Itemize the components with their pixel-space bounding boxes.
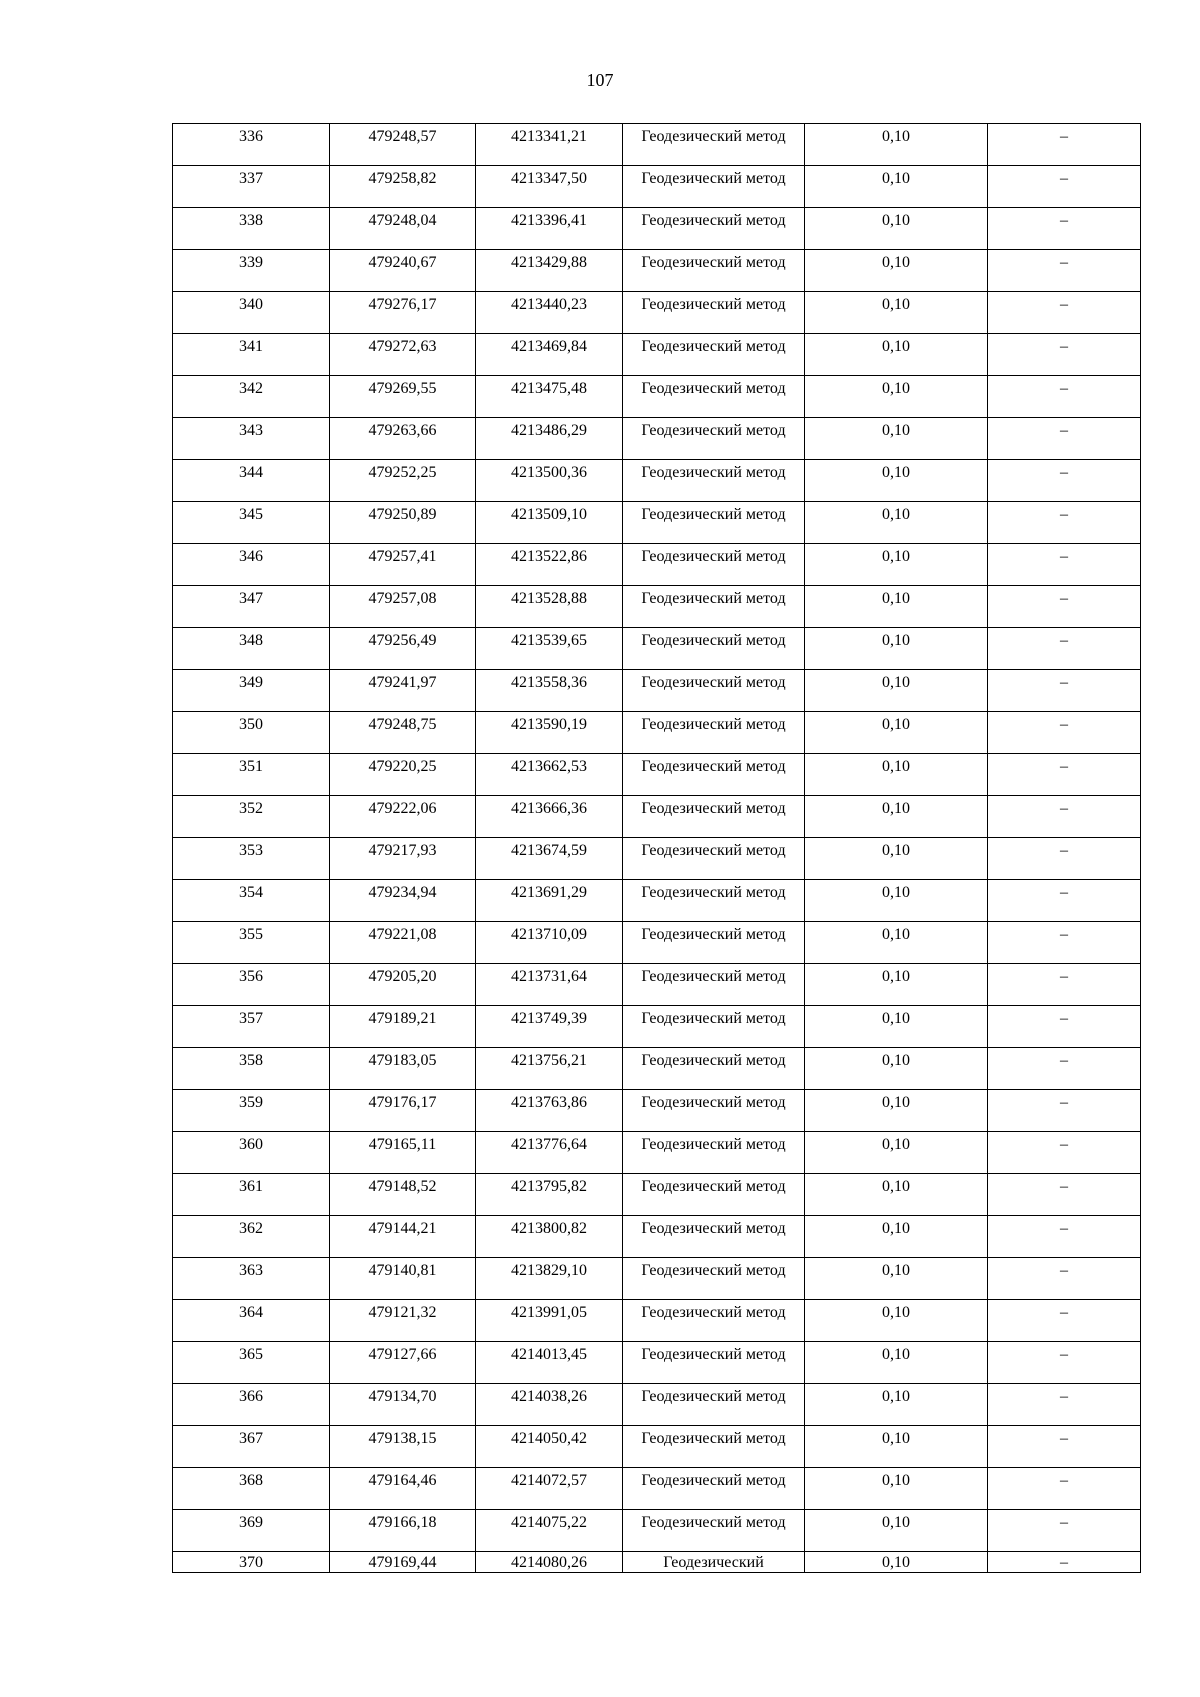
x-coordinate-cell: 479205,20 <box>330 964 476 1006</box>
y-coordinate-cell: 4214075,22 <box>476 1510 623 1552</box>
accuracy-cell: 0,10 <box>805 1384 988 1426</box>
point-number-cell: 369 <box>173 1510 330 1552</box>
note-cell: – <box>988 1258 1141 1300</box>
y-coordinate-cell: 4213590,19 <box>476 712 623 754</box>
accuracy-cell: 0,10 <box>805 166 988 208</box>
table-row <box>173 922 1141 964</box>
method-cell: Геодезический метод <box>623 250 805 292</box>
table-row <box>173 1090 1141 1132</box>
accuracy-cell: 0,10 <box>805 1342 988 1384</box>
method-cell: Геодезический метод <box>623 754 805 796</box>
y-coordinate-cell: 4213991,05 <box>476 1300 623 1342</box>
method-cell: Геодезический метод <box>623 1048 805 1090</box>
method-cell: Геодезический метод <box>623 964 805 1006</box>
point-number-cell: 346 <box>173 544 330 586</box>
note-cell: – <box>988 964 1141 1006</box>
y-coordinate-cell: 4213429,88 <box>476 250 623 292</box>
x-coordinate-cell: 479144,21 <box>330 1216 476 1258</box>
table-row <box>173 838 1141 880</box>
accuracy-cell: 0,10 <box>805 250 988 292</box>
y-coordinate-cell: 4213528,88 <box>476 586 623 628</box>
method-cell: Геодезический метод <box>623 124 805 166</box>
y-coordinate-cell: 4213776,64 <box>476 1132 623 1174</box>
y-coordinate-cell: 4213756,21 <box>476 1048 623 1090</box>
point-number-cell: 358 <box>173 1048 330 1090</box>
method-cell: Геодезический метод <box>623 712 805 754</box>
point-number-cell: 354 <box>173 880 330 922</box>
accuracy-cell: 0,10 <box>805 1468 988 1510</box>
x-coordinate-cell: 479222,06 <box>330 796 476 838</box>
note-cell: – <box>988 1342 1141 1384</box>
y-coordinate-cell: 4213440,23 <box>476 292 623 334</box>
note-cell: – <box>988 334 1141 376</box>
note-cell: – <box>988 376 1141 418</box>
accuracy-cell: 0,10 <box>805 418 988 460</box>
note-cell: – <box>988 838 1141 880</box>
method-cell: Геодезический метод <box>623 1258 805 1300</box>
y-coordinate-cell: 4213800,82 <box>476 1216 623 1258</box>
accuracy-cell: 0,10 <box>805 1174 988 1216</box>
accuracy-cell: 0,10 <box>805 544 988 586</box>
x-coordinate-cell: 479220,25 <box>330 754 476 796</box>
table-row <box>173 544 1141 586</box>
page-number: 107 <box>586 70 614 90</box>
point-number-cell: 356 <box>173 964 330 1006</box>
y-coordinate-cell: 4213475,48 <box>476 376 623 418</box>
point-number-cell: 352 <box>173 796 330 838</box>
note-cell: – <box>988 502 1141 544</box>
point-number-cell: 361 <box>173 1174 330 1216</box>
x-coordinate-cell: 479240,67 <box>330 250 476 292</box>
point-number-cell: 362 <box>173 1216 330 1258</box>
method-cell: Геодезический <box>623 1552 805 1573</box>
method-cell: Геодезический метод <box>623 1342 805 1384</box>
note-cell: – <box>988 796 1141 838</box>
point-number-cell: 370 <box>173 1552 330 1573</box>
point-number-cell: 367 <box>173 1426 330 1468</box>
method-cell: Геодезический метод <box>623 166 805 208</box>
table-row <box>173 1552 1141 1573</box>
x-coordinate-cell: 479258,82 <box>330 166 476 208</box>
method-cell: Геодезический метод <box>623 670 805 712</box>
point-number-cell: 364 <box>173 1300 330 1342</box>
coordinates-table-body <box>173 124 1141 1573</box>
accuracy-cell: 0,10 <box>805 628 988 670</box>
note-cell: – <box>988 628 1141 670</box>
point-number-cell: 368 <box>173 1468 330 1510</box>
y-coordinate-cell: 4213795,82 <box>476 1174 623 1216</box>
note-cell: – <box>988 1384 1141 1426</box>
y-coordinate-cell: 4213710,09 <box>476 922 623 964</box>
table-row <box>173 1048 1141 1090</box>
accuracy-cell: 0,10 <box>805 670 988 712</box>
x-coordinate-cell: 479183,05 <box>330 1048 476 1090</box>
point-number-cell: 341 <box>173 334 330 376</box>
accuracy-cell: 0,10 <box>805 964 988 1006</box>
note-cell: – <box>988 1132 1141 1174</box>
method-cell: Геодезический метод <box>623 1426 805 1468</box>
point-number-cell: 350 <box>173 712 330 754</box>
table-row <box>173 1006 1141 1048</box>
accuracy-cell: 0,10 <box>805 208 988 250</box>
accuracy-cell: 0,10 <box>805 712 988 754</box>
table-row <box>173 964 1141 1006</box>
method-cell: Геодезический метод <box>623 1384 805 1426</box>
y-coordinate-cell: 4213674,59 <box>476 838 623 880</box>
method-cell: Геодезический метод <box>623 628 805 670</box>
note-cell: – <box>988 418 1141 460</box>
accuracy-cell: 0,10 <box>805 1048 988 1090</box>
accuracy-cell: 0,10 <box>805 796 988 838</box>
method-cell: Геодезический метод <box>623 1006 805 1048</box>
table-row <box>173 1216 1141 1258</box>
y-coordinate-cell: 4213469,84 <box>476 334 623 376</box>
x-coordinate-cell: 479121,32 <box>330 1300 476 1342</box>
table-row <box>173 1300 1141 1342</box>
note-cell: – <box>988 1216 1141 1258</box>
accuracy-cell: 0,10 <box>805 1132 988 1174</box>
note-cell: – <box>988 670 1141 712</box>
note-cell: – <box>988 754 1141 796</box>
table-row <box>173 208 1141 250</box>
x-coordinate-cell: 479134,70 <box>330 1384 476 1426</box>
note-cell: – <box>988 712 1141 754</box>
table-row <box>173 1426 1141 1468</box>
point-number-cell: 340 <box>173 292 330 334</box>
x-coordinate-cell: 479276,17 <box>330 292 476 334</box>
table-row <box>173 1384 1141 1426</box>
point-number-cell: 355 <box>173 922 330 964</box>
x-coordinate-cell: 479248,75 <box>330 712 476 754</box>
accuracy-cell: 0,10 <box>805 502 988 544</box>
method-cell: Геодезический метод <box>623 880 805 922</box>
table-row <box>173 670 1141 712</box>
method-cell: Геодезический метод <box>623 1132 805 1174</box>
y-coordinate-cell: 4214038,26 <box>476 1384 623 1426</box>
x-coordinate-cell: 479257,08 <box>330 586 476 628</box>
y-coordinate-cell: 4214050,42 <box>476 1426 623 1468</box>
y-coordinate-cell: 4213731,64 <box>476 964 623 1006</box>
x-coordinate-cell: 479140,81 <box>330 1258 476 1300</box>
note-cell: – <box>988 1006 1141 1048</box>
x-coordinate-cell: 479127,66 <box>330 1342 476 1384</box>
y-coordinate-cell: 4213347,50 <box>476 166 623 208</box>
accuracy-cell: 0,10 <box>805 376 988 418</box>
point-number-cell: 348 <box>173 628 330 670</box>
x-coordinate-cell: 479263,66 <box>330 418 476 460</box>
method-cell: Геодезический метод <box>623 208 805 250</box>
note-cell: – <box>988 292 1141 334</box>
method-cell: Геодезический метод <box>623 334 805 376</box>
y-coordinate-cell: 4213522,86 <box>476 544 623 586</box>
x-coordinate-cell: 479164,46 <box>330 1468 476 1510</box>
y-coordinate-cell: 4213829,10 <box>476 1258 623 1300</box>
table-row <box>173 292 1141 334</box>
table-row <box>173 1468 1141 1510</box>
table-row <box>173 124 1141 166</box>
point-number-cell: 366 <box>173 1384 330 1426</box>
table-row <box>173 250 1141 292</box>
method-cell: Геодезический метод <box>623 460 805 502</box>
x-coordinate-cell: 479234,94 <box>330 880 476 922</box>
table-row <box>173 1132 1141 1174</box>
x-coordinate-cell: 479248,04 <box>330 208 476 250</box>
accuracy-cell: 0,10 <box>805 1216 988 1258</box>
table-row <box>173 460 1141 502</box>
method-cell: Геодезический метод <box>623 1174 805 1216</box>
x-coordinate-cell: 479217,93 <box>330 838 476 880</box>
note-cell: – <box>988 1426 1141 1468</box>
point-number-cell: 357 <box>173 1006 330 1048</box>
point-number-cell: 353 <box>173 838 330 880</box>
point-number-cell: 359 <box>173 1090 330 1132</box>
method-cell: Геодезический метод <box>623 544 805 586</box>
table-row <box>173 754 1141 796</box>
table-row <box>173 1510 1141 1552</box>
table-row <box>173 1342 1141 1384</box>
method-cell: Геодезический метод <box>623 1468 805 1510</box>
note-cell: – <box>988 880 1141 922</box>
table-row <box>173 1174 1141 1216</box>
method-cell: Геодезический метод <box>623 418 805 460</box>
note-cell: – <box>988 166 1141 208</box>
x-coordinate-cell: 479176,17 <box>330 1090 476 1132</box>
table-row <box>173 796 1141 838</box>
method-cell: Геодезический метод <box>623 796 805 838</box>
point-number-cell: 365 <box>173 1342 330 1384</box>
y-coordinate-cell: 4214013,45 <box>476 1342 623 1384</box>
method-cell: Геодезический метод <box>623 1216 805 1258</box>
x-coordinate-cell: 479165,11 <box>330 1132 476 1174</box>
point-number-cell: 336 <box>173 124 330 166</box>
table-row <box>173 166 1141 208</box>
note-cell: – <box>988 460 1141 502</box>
x-coordinate-cell: 479221,08 <box>330 922 476 964</box>
y-coordinate-cell: 4213396,41 <box>476 208 623 250</box>
x-coordinate-cell: 479272,63 <box>330 334 476 376</box>
point-number-cell: 337 <box>173 166 330 208</box>
note-cell: – <box>988 1552 1141 1573</box>
method-cell: Геодезический метод <box>623 922 805 964</box>
point-number-cell: 342 <box>173 376 330 418</box>
point-number-cell: 338 <box>173 208 330 250</box>
method-cell: Геодезический метод <box>623 586 805 628</box>
point-number-cell: 351 <box>173 754 330 796</box>
x-coordinate-cell: 479269,55 <box>330 376 476 418</box>
accuracy-cell: 0,10 <box>805 1300 988 1342</box>
note-cell: – <box>988 544 1141 586</box>
x-coordinate-cell: 479148,52 <box>330 1174 476 1216</box>
y-coordinate-cell: 4213341,21 <box>476 124 623 166</box>
note-cell: – <box>988 1300 1141 1342</box>
table-row <box>173 502 1141 544</box>
note-cell: – <box>988 1090 1141 1132</box>
point-number-cell: 347 <box>173 586 330 628</box>
accuracy-cell: 0,10 <box>805 460 988 502</box>
accuracy-cell: 0,10 <box>805 754 988 796</box>
y-coordinate-cell: 4213500,36 <box>476 460 623 502</box>
table-row <box>173 586 1141 628</box>
note-cell: – <box>988 208 1141 250</box>
accuracy-cell: 0,10 <box>805 1426 988 1468</box>
accuracy-cell: 0,10 <box>805 1510 988 1552</box>
method-cell: Геодезический метод <box>623 376 805 418</box>
x-coordinate-cell: 479189,21 <box>330 1006 476 1048</box>
table-row <box>173 628 1141 670</box>
point-number-cell: 349 <box>173 670 330 712</box>
accuracy-cell: 0,10 <box>805 1006 988 1048</box>
accuracy-cell: 0,10 <box>805 1552 988 1573</box>
x-coordinate-cell: 479138,15 <box>330 1426 476 1468</box>
x-coordinate-cell: 479257,41 <box>330 544 476 586</box>
method-cell: Геодезический метод <box>623 502 805 544</box>
point-number-cell: 360 <box>173 1132 330 1174</box>
x-coordinate-cell: 479256,49 <box>330 628 476 670</box>
x-coordinate-cell: 479166,18 <box>330 1510 476 1552</box>
y-coordinate-cell: 4214080,26 <box>476 1552 623 1573</box>
y-coordinate-cell: 4213662,53 <box>476 754 623 796</box>
method-cell: Геодезический метод <box>623 1510 805 1552</box>
accuracy-cell: 0,10 <box>805 838 988 880</box>
method-cell: Геодезический метод <box>623 1300 805 1342</box>
x-coordinate-cell: 479252,25 <box>330 460 476 502</box>
y-coordinate-cell: 4213539,65 <box>476 628 623 670</box>
note-cell: – <box>988 586 1141 628</box>
coordinates-table <box>172 123 1141 1573</box>
accuracy-cell: 0,10 <box>805 124 988 166</box>
accuracy-cell: 0,10 <box>805 586 988 628</box>
point-number-cell: 344 <box>173 460 330 502</box>
y-coordinate-cell: 4213763,86 <box>476 1090 623 1132</box>
point-number-cell: 345 <box>173 502 330 544</box>
point-number-cell: 339 <box>173 250 330 292</box>
method-cell: Геодезический метод <box>623 838 805 880</box>
accuracy-cell: 0,10 <box>805 292 988 334</box>
accuracy-cell: 0,10 <box>805 1090 988 1132</box>
y-coordinate-cell: 4213486,29 <box>476 418 623 460</box>
accuracy-cell: 0,10 <box>805 922 988 964</box>
x-coordinate-cell: 479248,57 <box>330 124 476 166</box>
table-row <box>173 418 1141 460</box>
y-coordinate-cell: 4213749,39 <box>476 1006 623 1048</box>
x-coordinate-cell: 479250,89 <box>330 502 476 544</box>
accuracy-cell: 0,10 <box>805 880 988 922</box>
accuracy-cell: 0,10 <box>805 334 988 376</box>
note-cell: – <box>988 1510 1141 1552</box>
y-coordinate-cell: 4213666,36 <box>476 796 623 838</box>
method-cell: Геодезический метод <box>623 292 805 334</box>
y-coordinate-cell: 4213509,10 <box>476 502 623 544</box>
y-coordinate-cell: 4213558,36 <box>476 670 623 712</box>
method-cell: Геодезический метод <box>623 1090 805 1132</box>
x-coordinate-cell: 479241,97 <box>330 670 476 712</box>
x-coordinate-cell: 479169,44 <box>330 1552 476 1573</box>
point-number-cell: 343 <box>173 418 330 460</box>
note-cell: – <box>988 922 1141 964</box>
note-cell: – <box>988 1174 1141 1216</box>
note-cell: – <box>988 1048 1141 1090</box>
note-cell: – <box>988 1468 1141 1510</box>
table-row <box>173 1258 1141 1300</box>
note-cell: – <box>988 250 1141 292</box>
y-coordinate-cell: 4213691,29 <box>476 880 623 922</box>
accuracy-cell: 0,10 <box>805 1258 988 1300</box>
y-coordinate-cell: 4214072,57 <box>476 1468 623 1510</box>
table-row <box>173 334 1141 376</box>
point-number-cell: 363 <box>173 1258 330 1300</box>
table-row <box>173 880 1141 922</box>
note-cell: – <box>988 124 1141 166</box>
table-row <box>173 376 1141 418</box>
table-row <box>173 712 1141 754</box>
